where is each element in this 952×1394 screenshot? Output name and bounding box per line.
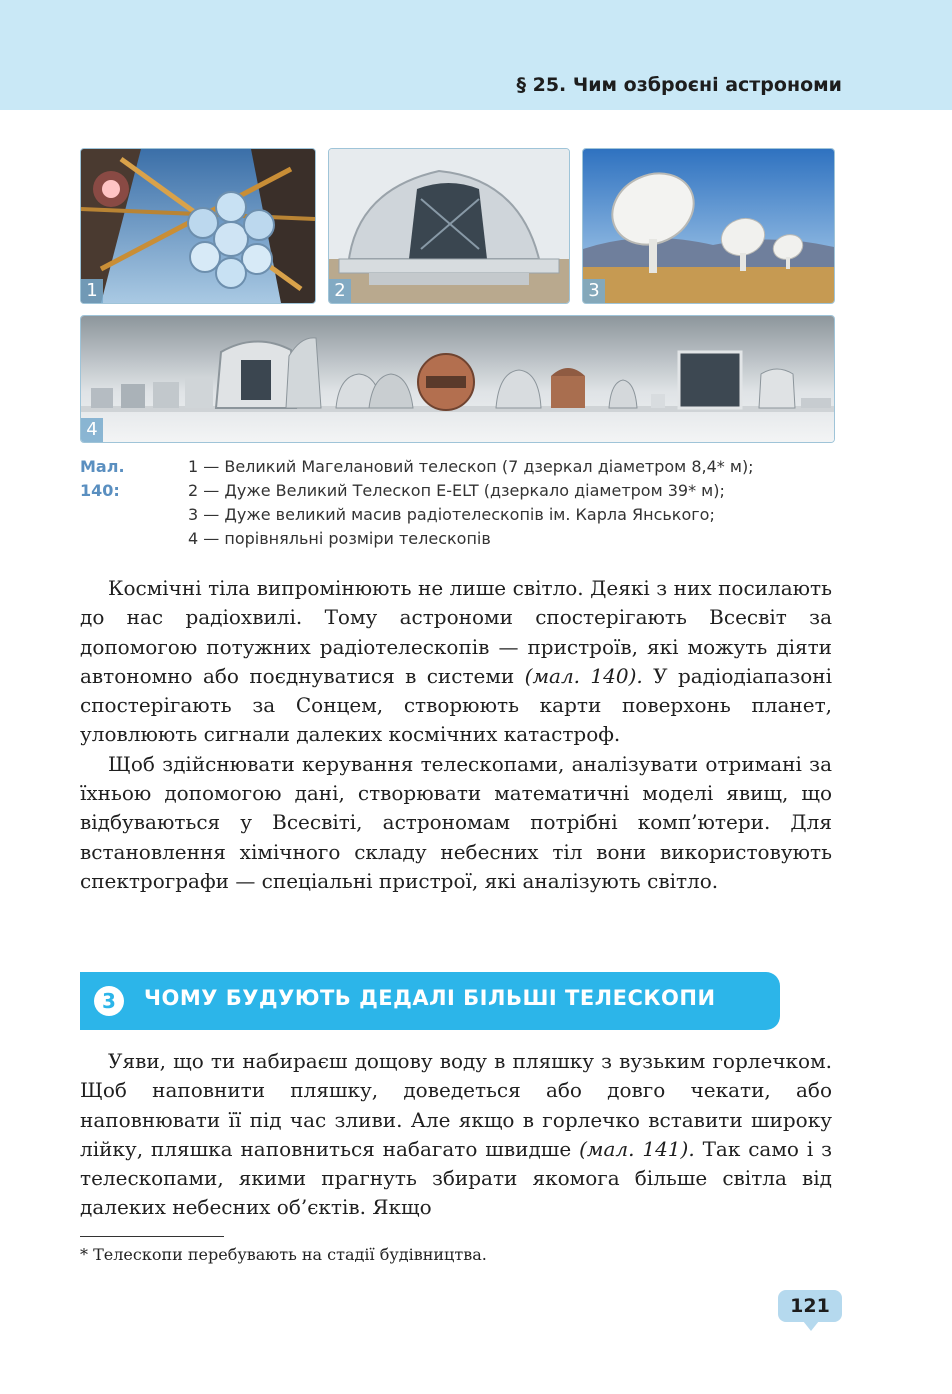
elt-telescope-render-icon <box>329 149 569 303</box>
body-text-top <box>80 574 832 896</box>
page-number-pointer <box>803 1321 819 1331</box>
footnote: * Телескопи перебувають на стадії будівництва. <box>80 1245 487 1264</box>
caption-line: 2 — Дуже Великий Телескоп E-ELT (дзеркало діаметром 39* м); <box>188 481 725 500</box>
figure-image-2 <box>328 148 570 304</box>
radio-telescope-array-photo-icon <box>583 149 834 303</box>
figure-number-2: 2 <box>329 279 351 303</box>
paragraph-text: У радіодіапазоні спостерігають за Сонцем, створюють карти поверхонь планет, уловлюють сигнали далеких космічних катастроф. <box>80 663 832 747</box>
figure-reference: (мал. 141). <box>579 1136 695 1161</box>
figure-image-4 <box>80 315 835 443</box>
caption-label: Мал. 140: <box>80 457 125 500</box>
figure-image-1 <box>80 148 316 304</box>
paragraph-text: Уяви, що ти набираєш дощову воду в пляшку з вузьким горлечком. Щоб наповнити пляшку, доведеться або довго чекати, або наповнювати її під час зливи. Але якщо в горлечко вставити широку лійку, пляшка наповниться набагато швидше <box>80 1049 832 1161</box>
caption-line: 3 — Дуже великий масив радіотелескопів ім. Карла Янського; <box>188 505 715 524</box>
section-heading <box>80 972 780 1030</box>
figure-number-3: 3 <box>583 279 605 303</box>
footnote-divider <box>80 1236 224 1237</box>
section-number-badge: 3 <box>94 986 124 1016</box>
caption-line: 4 — порівняльні розміри телескопів <box>188 529 491 548</box>
page-header <box>0 0 952 110</box>
figure-number-4: 4 <box>81 418 103 442</box>
figure-number-1: 1 <box>81 279 103 303</box>
chapter-title: § 25. Чим озброєні астрономи <box>516 74 842 96</box>
paragraph-radio <box>80 574 832 750</box>
paragraph-funnel <box>80 1047 832 1223</box>
telescope-size-comparison-render-icon <box>81 316 834 442</box>
section-title: ЧОМУ БУДУЮТЬ ДЕДАЛІ БІЛЬШІ ТЕЛЕСКОПИ <box>144 986 716 1010</box>
paragraph-text: Так само і з телескопами, якими прагнуть збирати якомога більше світла від далеких небесних об’єктів. Якщо <box>80 1136 832 1220</box>
paragraph-text: Космічні тіла випромінюють не лише світло. Деякі з них посилають до нас радіохвилі. Тому астрономи спостерігають Всесвіт за допомогою потужних радіотелескопів — пристроїв, які можуть діяти автономно або поєднуватися в системи <box>80 576 832 688</box>
figure-image-3 <box>582 148 835 304</box>
caption-line: 1 — Великий Магелановий телескоп (7 дзеркал діаметром 8,4* м); <box>188 457 754 476</box>
paragraph-computers: Щоб здійснювати керування телескопами, аналізувати отримані за їхньою допомогою дані, створювати математичні моделі явищ, що відбуваються у Всесвіті, астрономам потрібні комп’ютери. Для встановлення хімічного складу небесних тіл вони використовують спектрографи — спеціальні пристрої, які аналізують світло. <box>80 751 832 893</box>
page-number: 121 <box>778 1290 842 1322</box>
magellan-telescope-photo-icon <box>81 149 315 303</box>
body-text-bottom <box>80 1047 832 1223</box>
figure-reference: (мал. 140). <box>524 663 643 688</box>
